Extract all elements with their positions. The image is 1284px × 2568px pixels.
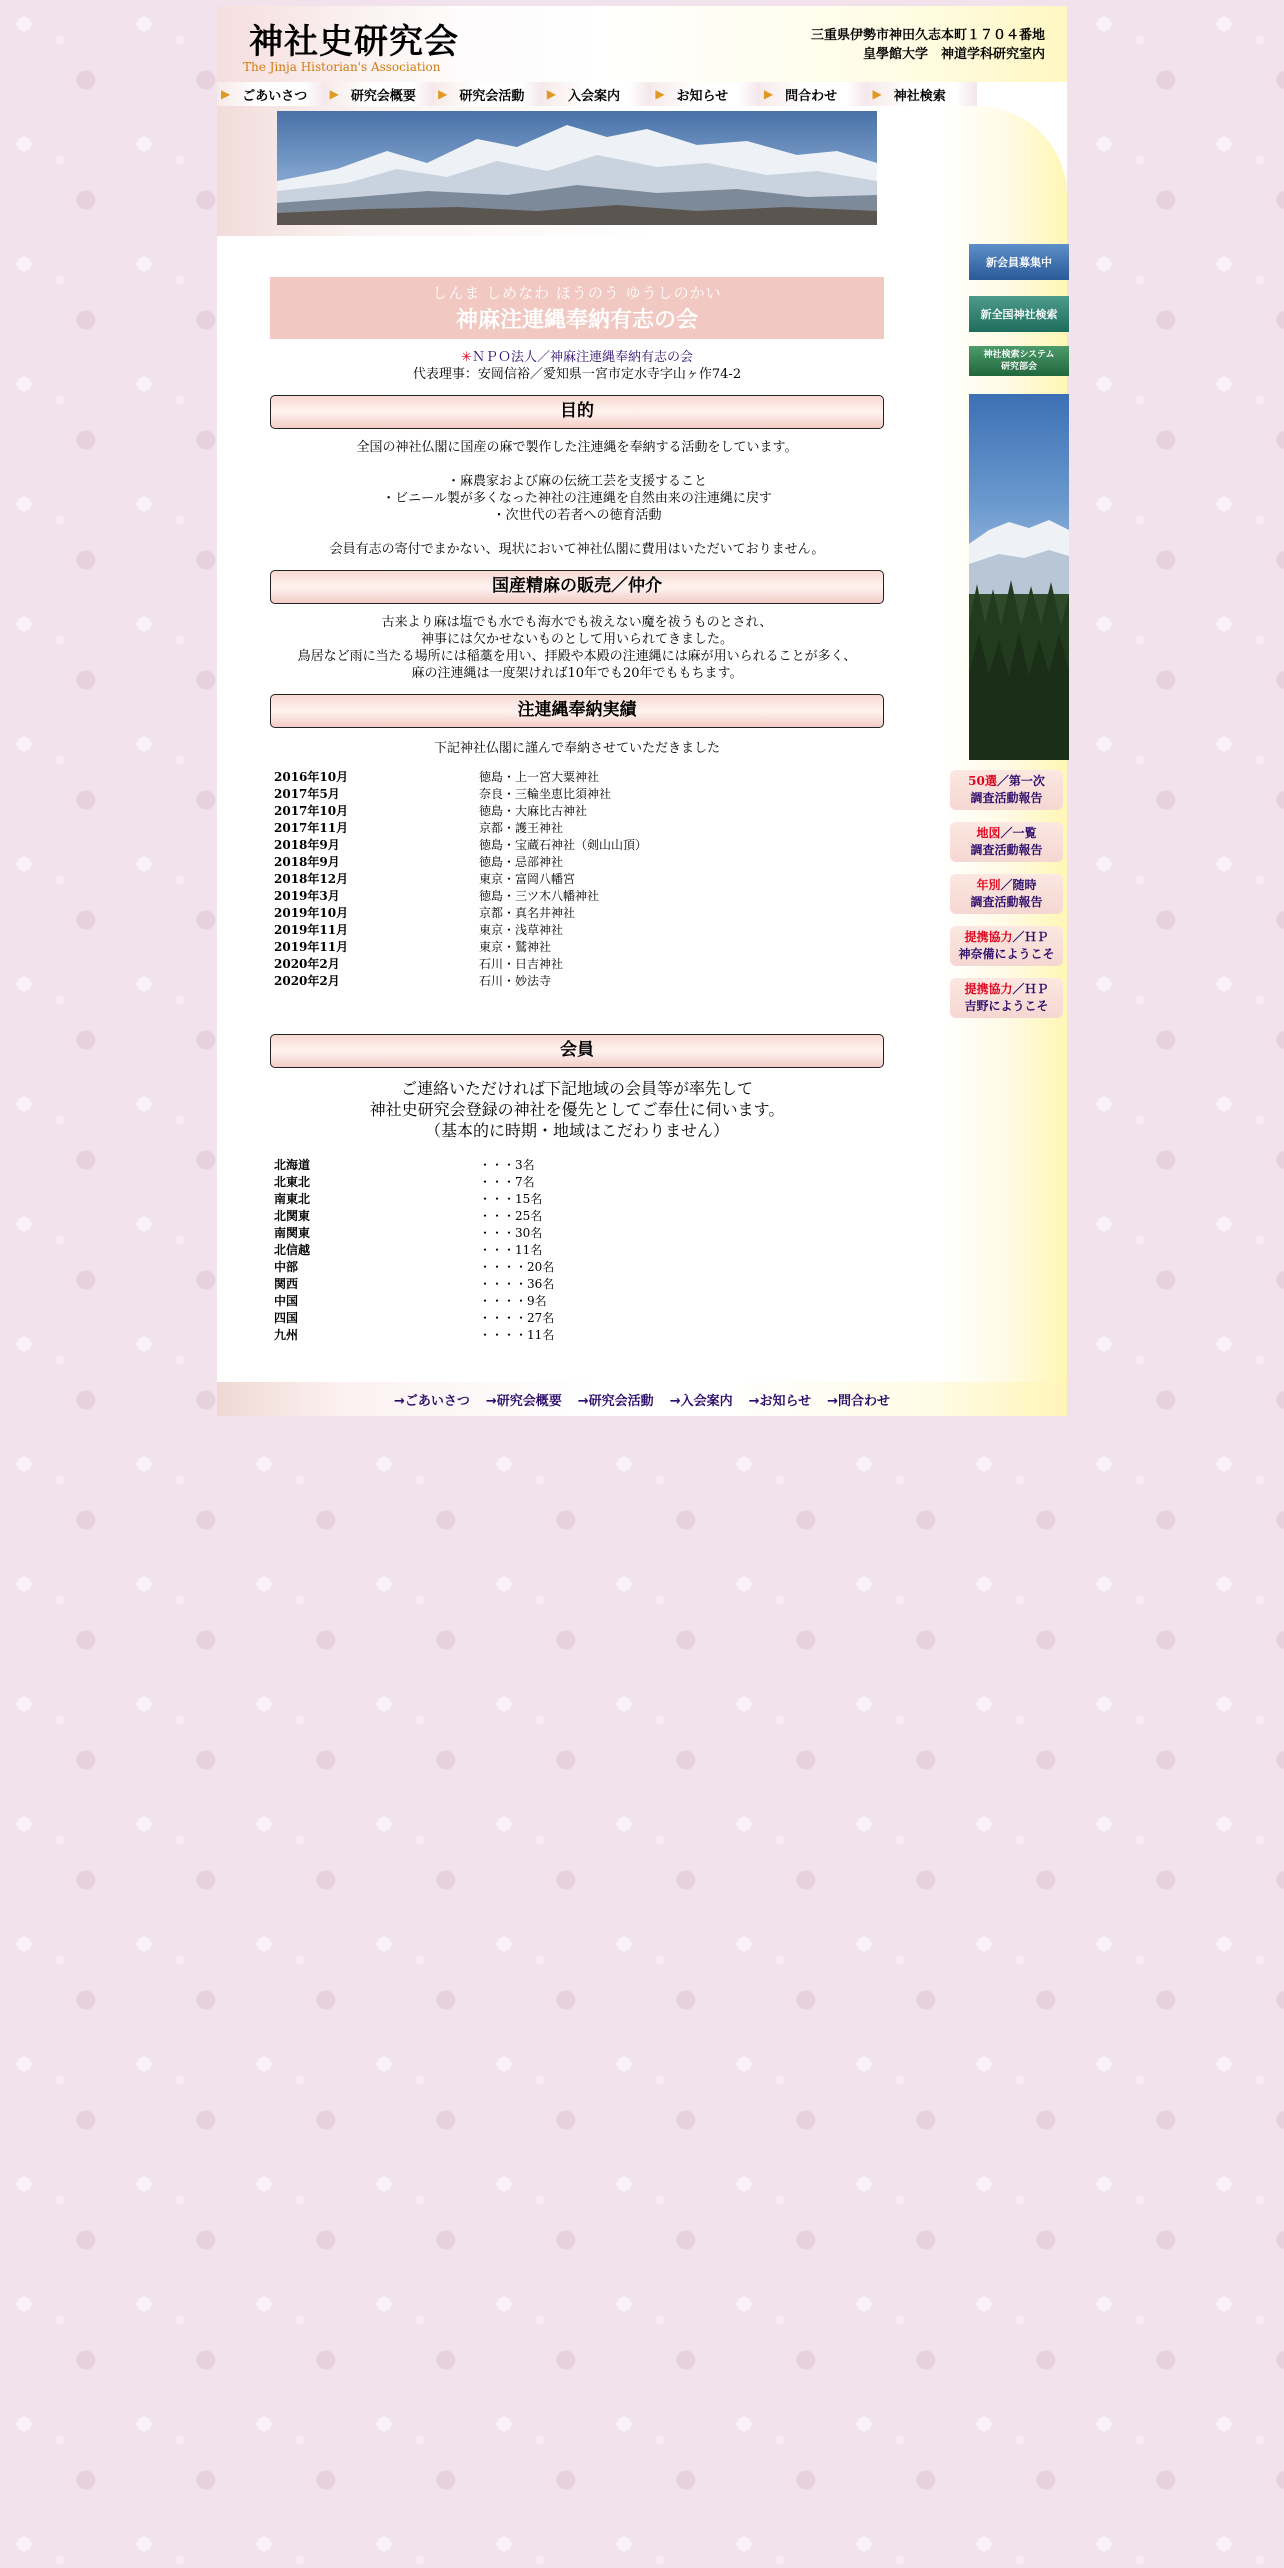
- members-intro: [270, 1078, 884, 1141]
- member-row-key: 北海道: [274, 1158, 311, 1172]
- member-row: [270, 1259, 884, 1276]
- member-row-key: 中国: [274, 1294, 299, 1308]
- member-row: [270, 1310, 884, 1327]
- hemp-line-1: 古来より麻は塩でも水でも海水でも祓えない魔を祓うものとされ、: [381, 615, 773, 630]
- member-row-value: ・・・15名: [479, 1192, 543, 1206]
- nav-item-label: お知らせ: [676, 88, 729, 104]
- member-row-value: ・・・3名: [479, 1158, 535, 1172]
- purpose-bullet-1: ・麻農家および麻の伝統工芸を支援すること: [446, 474, 707, 489]
- hemp-line-3: 鳥居など雨に当たる場所には稲藁を用い、拝殿や本殿の注連縄には麻が用いられることが多く、: [297, 649, 857, 664]
- member-row-value: ・・・・27名: [479, 1311, 555, 1325]
- record-row-key: 2018年9月: [274, 838, 340, 852]
- purpose-line-2: 会員有志の寄付でまかない、現状において神社仏閣に費用はいただいておりません。: [329, 542, 825, 557]
- member-row-value: ・・・・36名: [479, 1277, 555, 1291]
- arrow-right-icon: ▶: [438, 87, 448, 101]
- shrine-search-banner[interactable]: [969, 296, 1069, 332]
- npo-info: [270, 349, 884, 383]
- member-row-value: ・・・・9名: [479, 1294, 547, 1308]
- link-keyword: 提携協力: [964, 930, 1013, 944]
- member-row-value: ・・・7名: [479, 1175, 535, 1189]
- members-intro-line-1: ご連絡いただければ下記地域の会員等が率先して: [400, 1079, 753, 1098]
- member-row-key: 九州: [274, 1328, 299, 1342]
- sidebar-link-yoshino[interactable]: [950, 978, 1063, 1018]
- section-heading-purpose: 目的: [270, 395, 884, 429]
- record-row-key: 2017年5月: [274, 787, 340, 801]
- member-row-key: 四国: [274, 1311, 299, 1325]
- member-row-key: 北関東: [274, 1209, 311, 1223]
- search-banner-text: 新全国神社検索: [980, 308, 1058, 321]
- nav-item-label: 神社検索: [893, 88, 946, 104]
- record-row: [270, 956, 884, 973]
- purpose-bullet-3: ・次世代の若者への徳育活動: [492, 508, 662, 523]
- link-caption: 調査活動報告: [970, 791, 1043, 805]
- footer-link-overview[interactable]: →研究会概要: [485, 1393, 562, 1409]
- footer-link-activities[interactable]: →研究会活動: [577, 1393, 654, 1409]
- member-row: [270, 1242, 884, 1259]
- record-row: [270, 888, 884, 905]
- system-banner-line-2: 研究部会: [1000, 362, 1037, 372]
- nav-item-label: 研究会活動: [459, 88, 525, 104]
- record-row-key: 2019年11月: [274, 923, 349, 937]
- nav-item-label: 入会案内: [567, 88, 620, 104]
- link-keyword: 地図: [976, 826, 1001, 840]
- nav-item-overview[interactable]: [326, 82, 435, 106]
- record-row-key: 2020年2月: [274, 957, 340, 971]
- mountain-forest-illustration: [969, 394, 1069, 760]
- section-heading-records: 注連縄奉納実績: [270, 694, 884, 728]
- footer-link-contact[interactable]: →問合わせ: [827, 1393, 891, 1409]
- nav-item-label: 問合わせ: [785, 88, 838, 104]
- nav-item-greeting[interactable]: [217, 82, 326, 106]
- record-row: [270, 922, 884, 939]
- nav-item-contact[interactable]: [760, 82, 869, 106]
- site-subtitle: The Jinja Historian's Association: [243, 60, 441, 74]
- member-row: [270, 1225, 884, 1242]
- mountain-forest-photo: [969, 394, 1069, 760]
- hemp-text: [270, 614, 884, 682]
- record-row-value: 東京・浅草神社: [479, 923, 564, 937]
- member-row: [270, 1293, 884, 1310]
- record-row-value: 奈良・三輪坐恵比須神社: [479, 787, 612, 801]
- record-row-key: 2017年11月: [274, 821, 349, 835]
- recruit-banner-text: 新会員募集中: [986, 256, 1052, 269]
- link-suffix: ／一覧: [1000, 826, 1037, 840]
- link-suffix: ／ＨＰ: [1012, 930, 1049, 944]
- sidebar-link-map-report[interactable]: [950, 822, 1063, 862]
- record-row-value: 京都・真名井神社: [479, 906, 576, 920]
- member-row: [270, 1208, 884, 1225]
- record-row-key: 2016年10月: [274, 770, 349, 784]
- member-row: [270, 1276, 884, 1293]
- record-row: [270, 871, 884, 888]
- mountain-illustration: [277, 111, 877, 225]
- member-row-key: 北信越: [274, 1243, 311, 1257]
- member-row-key: 関西: [274, 1277, 299, 1291]
- member-row-value: ・・・・20名: [479, 1260, 555, 1274]
- record-row: [270, 837, 884, 854]
- main-nav: [217, 82, 977, 106]
- member-row-key: 北東北: [274, 1175, 311, 1189]
- main-content: [270, 277, 884, 1344]
- member-row-value: ・・・25名: [479, 1209, 543, 1223]
- record-row-value: 徳島・宝蔵石神社（剣山山頂）: [479, 838, 648, 852]
- record-row-value: 徳島・大麻比古神社: [479, 804, 588, 818]
- link-caption: 吉野にようこそ: [964, 999, 1049, 1013]
- members-table: [270, 1157, 884, 1344]
- record-row: [270, 820, 884, 837]
- link-caption: 調査活動報告: [970, 843, 1043, 857]
- record-row-key: 2019年10月: [274, 906, 349, 920]
- record-row-value: 石川・日吉神社: [479, 957, 564, 971]
- record-row: [270, 939, 884, 956]
- link-caption: 神奈備にようこそ: [958, 947, 1055, 961]
- member-row-key: 南東北: [274, 1192, 311, 1206]
- nav-item-activities[interactable]: [434, 82, 543, 106]
- page-container: [217, 6, 1067, 1416]
- shrine-search-system-banner[interactable]: [969, 346, 1069, 376]
- record-row-value: 東京・富岡八幡宮: [479, 872, 576, 886]
- record-row-key: 2017年10月: [274, 804, 349, 818]
- record-row: [270, 854, 884, 871]
- npo-link[interactable]: ＮＰＯ法人／神麻注連縄奉納有志の会: [471, 350, 693, 365]
- address-line-2: 皇學館大学 神道学科研究室内: [862, 47, 1045, 62]
- footer-link-join[interactable]: →入会案内: [669, 1393, 733, 1409]
- hemp-line-2: 神事には欠かせないものとして用いられてきました。: [420, 632, 733, 647]
- mountain-banner-image: [277, 111, 877, 225]
- org-title-box: [270, 277, 884, 339]
- member-row: [270, 1191, 884, 1208]
- nav-item-shrine-search[interactable]: [868, 82, 977, 106]
- member-row-key: 中部: [274, 1260, 299, 1274]
- arrow-right-icon: ▶: [329, 87, 339, 101]
- member-row-value: ・・・・11名: [479, 1328, 555, 1342]
- members-intro-line-2: 神社史研究会登録の神社を優先としてご奉仕に伺います。: [369, 1100, 785, 1119]
- link-keyword: 提携協力: [964, 982, 1013, 996]
- purpose-line-1: 全国の神社仏閣に国産の麻で製作した注連縄を奉納する活動をしています。: [356, 440, 798, 455]
- record-row-key: 2019年11月: [274, 940, 349, 954]
- link-suffix: ／随時: [1000, 878, 1037, 892]
- record-row-value: 徳島・忌部神社: [479, 855, 564, 869]
- system-banner-line-1: 神社検索システム: [983, 350, 1055, 360]
- member-row: [270, 1327, 884, 1344]
- section-heading-members: 会員: [270, 1034, 884, 1068]
- link-suffix: ／ＨＰ: [1012, 982, 1049, 996]
- sidebar-link-kannabi[interactable]: [950, 926, 1063, 966]
- record-row: [270, 769, 884, 786]
- new-member-recruit-banner[interactable]: [969, 244, 1069, 280]
- arrow-right-icon: ▶: [763, 87, 774, 101]
- org-name-ruby: しんま しめなわ ほうのう ゆうしのかい: [432, 284, 722, 302]
- section-heading-hemp: 国産精麻の販売／仲介: [270, 570, 884, 604]
- record-row-value: 東京・鷲神社: [479, 940, 552, 954]
- link-suffix: ／第一次: [996, 774, 1045, 788]
- asterisk-icon: ✳: [461, 350, 472, 365]
- record-row-value: 石川・妙法寺: [479, 974, 552, 988]
- right-sidebar: [942, 106, 1067, 1382]
- record-row-value: 徳島・三ツ木八幡神社: [479, 889, 600, 903]
- nav-item-news[interactable]: [651, 82, 760, 106]
- nav-item-label: 研究会概要: [350, 88, 416, 104]
- arrow-right-icon: ▶: [872, 87, 882, 101]
- member-row: [270, 1157, 884, 1174]
- footer-link-greeting[interactable]: →ごあいさつ: [393, 1393, 470, 1409]
- link-keyword: 年別: [976, 878, 1001, 892]
- record-row: [270, 905, 884, 922]
- org-name: 神麻注連縄奉納有志の会: [455, 308, 698, 333]
- purpose-text: [270, 439, 884, 558]
- record-row-key: 2018年12月: [274, 872, 349, 886]
- records-intro: 下記神社仏閣に謹んで奉納させていただきました: [433, 741, 720, 756]
- record-row-value: 徳島・上一宮大粟神社: [479, 770, 600, 784]
- arrow-right-icon: ▶: [655, 87, 665, 101]
- sidebar-link-50sen-report[interactable]: [950, 770, 1063, 810]
- footer-nav: [217, 1382, 1067, 1416]
- site-header: [217, 6, 1067, 82]
- member-row-value: ・・・30名: [479, 1226, 543, 1240]
- record-row: [270, 803, 884, 820]
- site-address: [811, 26, 1045, 64]
- record-row-key: 2019年3月: [274, 889, 340, 903]
- link-keyword: 50選: [968, 774, 997, 788]
- hemp-line-4: 麻の注連縄は一度架ければ10年でも20年でももちます。: [411, 666, 743, 681]
- record-row: [270, 786, 884, 803]
- purpose-bullet-2: ・ビニール製が多くなった神社の注連縄を自然由来の注連縄に戻す: [382, 491, 772, 506]
- sidebar-link-yearly-report[interactable]: [950, 874, 1063, 914]
- arrow-right-icon: ▶: [546, 87, 556, 101]
- members-intro-line-3: （基本的に時期・地域はこだわりません）: [424, 1121, 729, 1140]
- link-caption: 調査活動報告: [970, 895, 1043, 909]
- record-row-value: 京都・護王神社: [479, 821, 564, 835]
- nav-item-label: ごあいさつ: [242, 88, 308, 104]
- record-row: [270, 973, 884, 990]
- address-line-1: 三重県伊勢市神田久志本町１７０４番地: [810, 28, 1045, 43]
- member-row-key: 南関東: [274, 1226, 311, 1240]
- record-row-key: 2020年2月: [274, 974, 340, 988]
- records-table: [270, 769, 884, 990]
- arrow-right-icon: ▶: [221, 87, 231, 101]
- member-row: [270, 1174, 884, 1191]
- site-title[interactable]: 神社史研究会: [249, 22, 459, 62]
- footer-link-news[interactable]: →お知らせ: [748, 1393, 812, 1409]
- record-row-key: 2018年9月: [274, 855, 340, 869]
- member-row-value: ・・・11名: [479, 1243, 543, 1257]
- nav-item-join[interactable]: [543, 82, 652, 106]
- representative-info: 代表理事：安岡信裕／愛知県一宮市定水寺字山ヶ作74-2: [412, 367, 742, 382]
